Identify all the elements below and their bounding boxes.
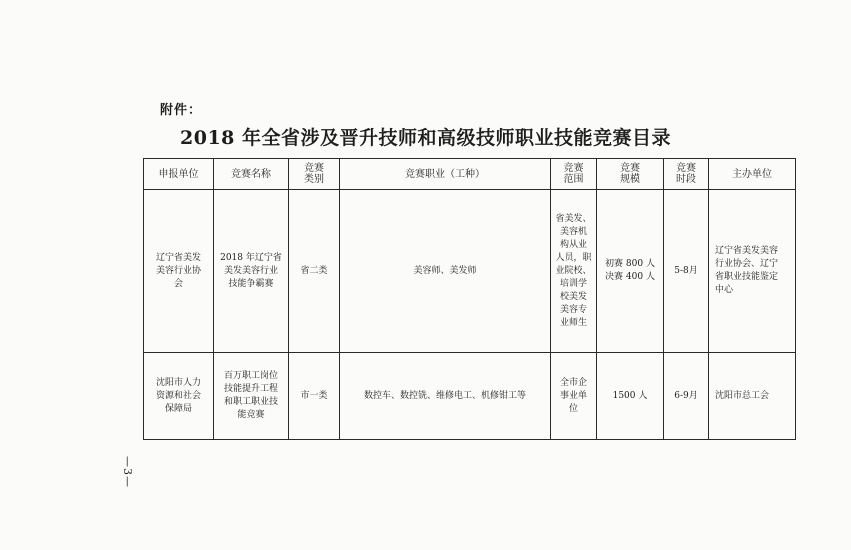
unit-cell: 沈阳市人力 资源和社会 保障局 <box>144 353 214 440</box>
occupation-cell: 美容师、美发师 <box>340 190 551 353</box>
table-row <box>144 190 796 353</box>
header-cell: 竞赛 范围 <box>551 159 597 190</box>
header-cell: 竞赛 规模 <box>597 159 664 190</box>
header-cell: 竞赛职业（工种） <box>340 159 551 190</box>
scope-cell: 全市企 事业单 位 <box>551 353 597 440</box>
occupation-cell: 数控车、数控铣、维修电工、机修钳工等 <box>340 353 551 440</box>
scale-cell: 初赛 800 人 决赛 400 人 <box>597 190 664 353</box>
category-cell: 市一类 <box>289 353 340 440</box>
header-cell: 主办单位 <box>709 159 796 190</box>
competition-name-cell: 2018 年辽宁省 美发美容行业 技能争霸赛 <box>214 190 289 353</box>
attachment-label: 附件： <box>160 103 203 118</box>
category-cell: 省二类 <box>289 190 340 353</box>
period-cell: 6-9月 <box>664 353 709 440</box>
document-title: 2018 年全省涉及晋升技师和高级技师职业技能竞赛目录 <box>180 127 671 149</box>
scale-cell: 1500 人 <box>597 353 664 440</box>
scope-cell: 省美发、 美容机 构从业 人员，职 业院校、 培训学 校美发 美容专 业师生 <box>551 190 597 353</box>
organizer-cell: 沈阳市总工会 <box>709 353 796 440</box>
header-cell: 竞赛名称 <box>214 159 289 190</box>
competition-catalog-table <box>143 158 796 440</box>
unit-cell: 辽宁省美发 美容行业协 会 <box>144 190 214 353</box>
period-cell: 5-8月 <box>664 190 709 353</box>
organizer-cell: 辽宁省美发美容 行业协会、辽宁 省职业技能鉴定 中心 <box>709 190 796 353</box>
header-cell: 申报单位 <box>144 159 214 190</box>
header-cell: 竞赛 时段 <box>664 159 709 190</box>
competition-name-cell: 百万职工岗位 技能提升工程 和职工职业技 能竞赛 <box>214 353 289 440</box>
table-row <box>144 353 796 440</box>
header-cell: 竞赛 类别 <box>289 159 340 190</box>
table-header-row <box>144 159 796 190</box>
page-number: —3— <box>121 456 134 488</box>
